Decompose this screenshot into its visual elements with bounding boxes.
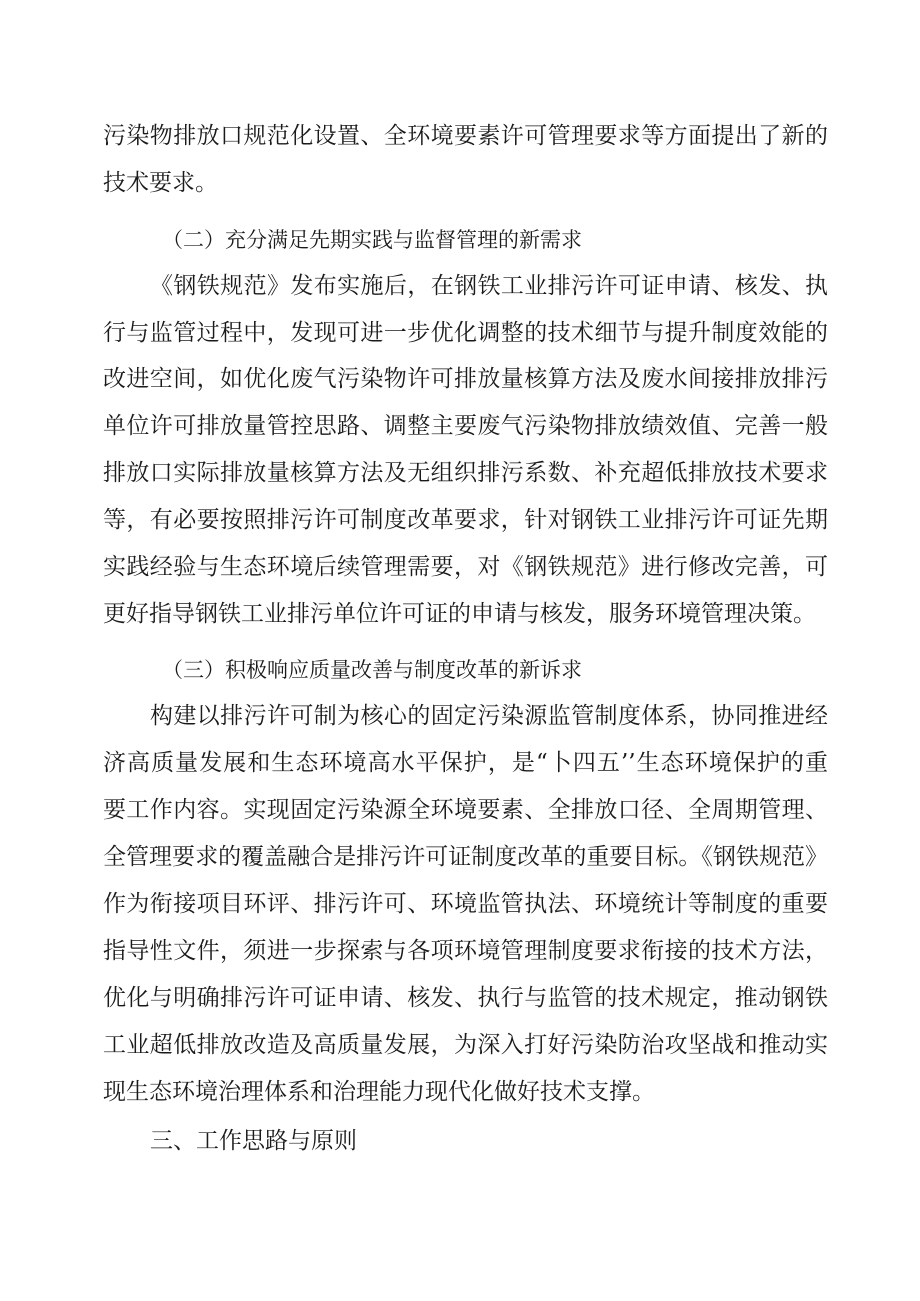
subsection-heading: （三）积极响应质量改善与制度改革的新诉求	[162, 658, 582, 682]
body-text-line: 改进空间，如优化废气污染物许可排放量核算方法及废水间接排放排污	[103, 366, 828, 392]
body-text-line: 要工作内容。实现固定污染源全环境要素、全排放口径、全周期管理、	[103, 797, 828, 823]
body-text-line: 作为衔接项目环评、排污许可、环境监管执法、环境统计等制度的重要	[103, 891, 828, 917]
body-text-line: 等，有必要按照排污许可制度改革要求，针对钢铁工业排污许可证先期	[103, 507, 828, 533]
body-text-line: 现生态环境治理体系和治理能力现代化做好技术支撑。	[103, 1079, 655, 1105]
body-text-line: 行与监管过程中，发现可进一步优化调整的技术细节与提升制度效能的	[103, 320, 828, 346]
body-text-line: 全管理要求的覆盖融合是排污许可证制度改革的重要目标。《钢铁规范》	[103, 844, 828, 870]
body-text-line: 更好指导钢铁工业排污单位许可证的申请与核发，服务环境管理决策。	[103, 601, 816, 627]
body-text-line: 构建以排污许可制为核心的固定污染源监管制度体系，协同推进经	[150, 703, 828, 729]
body-text-line: 实践经验与生态环境后续管理需要，对《钢铁规范》进行修改完善，可	[103, 554, 828, 580]
body-text-line: 工业超低排放改造及高质量发展，为深入打好污染防治攻坚战和推动实	[103, 1032, 828, 1058]
body-text-line: 优化与明确排污许可证申请、核发、执行与监管的技术规定，推动钢铁	[103, 985, 828, 1011]
body-text-line: 排放口实际排放量核算方法及无组织排污系数、补充超低排放技术要求	[103, 460, 828, 486]
body-text-line: 《钢铁规范》发布实施后，在钢铁工业排污许可证申请、核发、执	[150, 273, 828, 299]
body-text-line: 技术要求。	[103, 170, 218, 196]
body-text-line: 济高质量发展和生态环境高水平保护，是“卜四五’’生态环境保护的重	[103, 750, 828, 776]
section-heading: 三、工作思路与原则	[150, 1128, 357, 1154]
body-text-line: 污染物排放口规范化设置、全环境要素许可管理要求等方面提出了新的	[103, 123, 828, 149]
body-text-line: 指导性文件，须进一步探索与各项环境管理制度要求衔接的技术方法，	[103, 938, 828, 964]
subsection-heading: （二）充分满足先期实践与监督管理的新需求	[162, 228, 582, 252]
body-text-line: 单位许可排放量管控思路、调整主要废气污染物排放绩效值、完善一般	[103, 413, 828, 439]
